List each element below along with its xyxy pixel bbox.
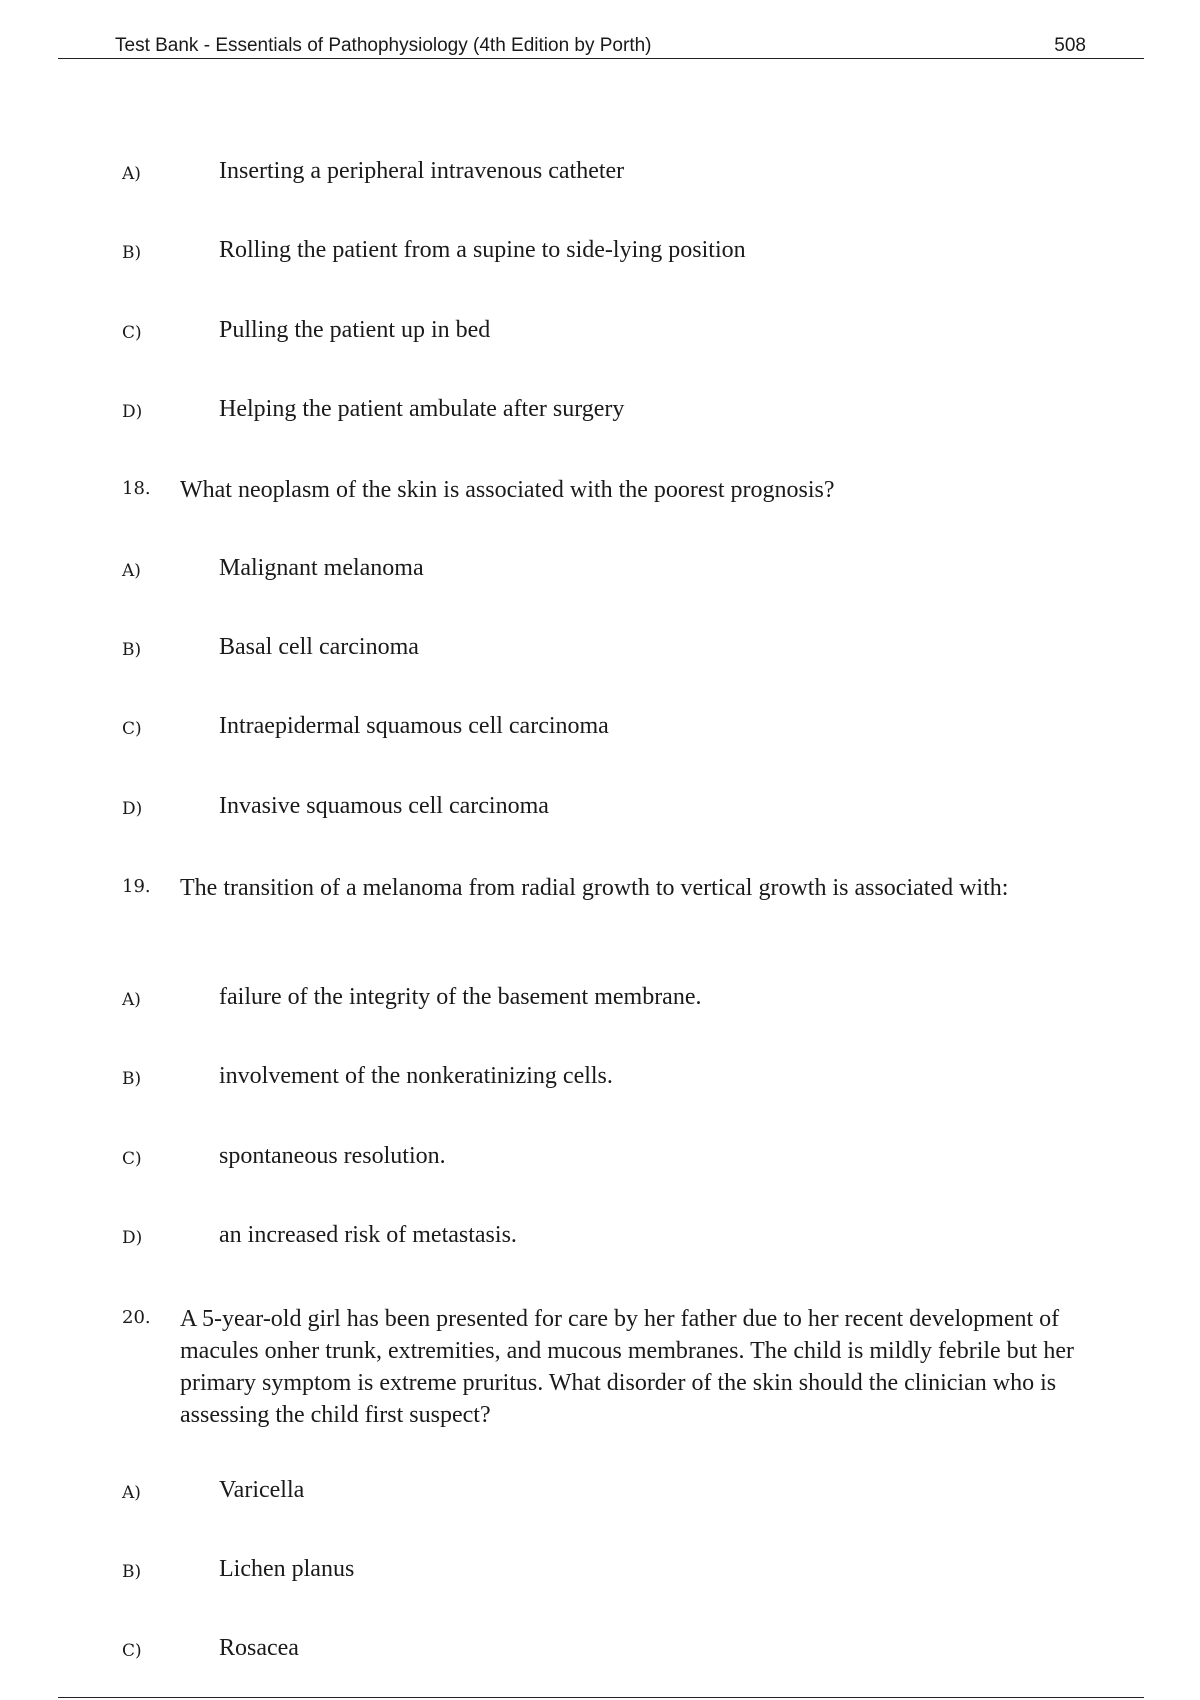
option-text: Rosacea bbox=[219, 1635, 299, 1661]
option-letter: A) bbox=[122, 990, 141, 1010]
option-text: spontaneous resolution. bbox=[219, 1143, 446, 1169]
option-letter: C) bbox=[122, 1149, 142, 1169]
q19-option-b bbox=[0, 1063, 1200, 1097]
option-letter: C) bbox=[122, 323, 142, 343]
option-letter: D) bbox=[122, 799, 143, 819]
option-letter: B) bbox=[122, 640, 142, 660]
option-text: failure of the integrity of the basement membrane. bbox=[219, 984, 702, 1010]
option-text: Invasive squamous cell carcinoma bbox=[219, 793, 549, 819]
option-letter: C) bbox=[122, 1641, 142, 1661]
option-letter: D) bbox=[122, 1228, 143, 1248]
option-letter: B) bbox=[122, 243, 142, 263]
page-number: 508 bbox=[1054, 35, 1086, 56]
option-letter: C) bbox=[122, 719, 142, 739]
q18-option-a bbox=[0, 555, 1200, 589]
q17-option-b bbox=[0, 237, 1200, 271]
option-text: an increased risk of metastasis. bbox=[219, 1222, 517, 1248]
option-letter: A) bbox=[122, 1483, 141, 1503]
q17-option-c bbox=[0, 317, 1200, 351]
option-letter: B) bbox=[122, 1562, 142, 1582]
option-text: Varicella bbox=[219, 1477, 305, 1503]
q19-option-d bbox=[0, 1222, 1200, 1256]
option-text: Malignant melanoma bbox=[219, 555, 424, 581]
page-header bbox=[58, 30, 1144, 59]
q20-option-a bbox=[0, 1477, 1200, 1511]
option-text: Lichen planus bbox=[219, 1556, 355, 1582]
q17-option-d bbox=[0, 396, 1200, 430]
q18-option-c bbox=[0, 713, 1200, 747]
q17-option-a bbox=[0, 158, 1200, 192]
question-number: 19. bbox=[122, 876, 151, 897]
q19-option-a bbox=[0, 984, 1200, 1018]
question-number: 20. bbox=[122, 1307, 151, 1328]
option-letter: B) bbox=[122, 1069, 142, 1089]
header-title: Test Bank - Essentials of Pathophysiology (4th Edition by Porth) bbox=[115, 35, 652, 56]
option-text: Rolling the patient from a supine to side-lying position bbox=[219, 237, 746, 263]
option-text: Pulling the patient up in bed bbox=[219, 317, 491, 343]
q20-option-c bbox=[0, 1635, 1200, 1669]
option-text: Helping the patient ambulate after surgery bbox=[219, 396, 625, 422]
option-letter: D) bbox=[122, 402, 143, 422]
q19-option-c bbox=[0, 1143, 1200, 1177]
option-letter: A) bbox=[122, 164, 141, 184]
q18-option-d bbox=[0, 793, 1200, 827]
option-letter: A) bbox=[122, 561, 141, 581]
question-text: What neoplasm of the skin is associated with the poorest prognosis? bbox=[180, 477, 835, 503]
question-text: A 5-year-old girl has been presented for care by her father due to her recent development of macules onher trunk, extremities, and mucous membranes. The child is mildly febrile but her primary symptom is extreme pruritus. What disorder of the skin should the clinician who is assessing the child first suspect? bbox=[180, 1306, 1074, 1428]
q20-option-b bbox=[0, 1556, 1200, 1590]
option-text: involvement of the nonkeratinizing cells. bbox=[219, 1063, 613, 1089]
question-text: The transition of a melanoma from radial growth to vertical growth is associated with: bbox=[180, 875, 1009, 901]
option-text: Intraepidermal squamous cell carcinoma bbox=[219, 713, 609, 739]
option-text: Basal cell carcinoma bbox=[219, 634, 419, 660]
question-number: 18. bbox=[122, 478, 151, 499]
footer-rule bbox=[58, 1697, 1144, 1698]
q18-option-b bbox=[0, 634, 1200, 668]
option-text: Inserting a peripheral intravenous catheter bbox=[219, 158, 625, 184]
